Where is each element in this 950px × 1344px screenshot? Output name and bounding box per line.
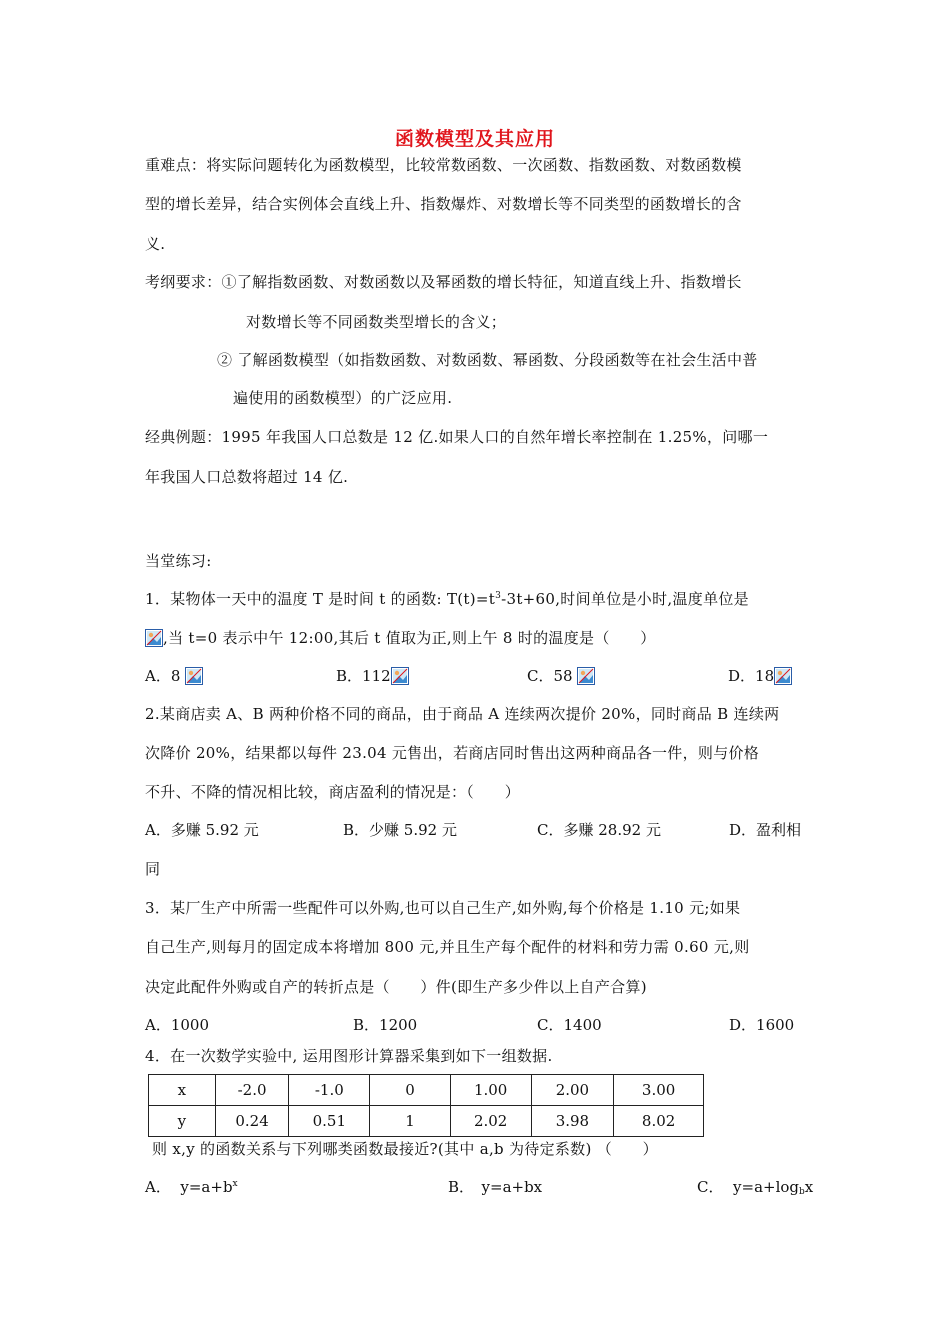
q1-text-c: ,当 t=0 表示中午 12:00,其后 t 值取为正,则上午 8 时的温度是（ ）: [163, 629, 656, 647]
q4-option-c-label: C．: [697, 1178, 724, 1196]
data-table: [148, 1074, 704, 1137]
q4-intro: 4．在一次数学实验中, 运用图形计算器采集到如下一组数据.: [145, 1047, 553, 1065]
table-cell: 1: [370, 1106, 451, 1137]
q2-line-3: 不升、不降的情况相比较，商店盈利的情况是：（ ）: [145, 783, 521, 801]
q4-question: 则 x,y 的函数关系与下列哪类函数最接近?(其中 a,b 为待定系数) （ ）: [152, 1140, 658, 1158]
broken-image-icon: [577, 667, 595, 685]
q1-exponent: 3: [495, 591, 502, 601]
q2-option-b[interactable]: B．少赚 5.92 元: [343, 821, 457, 839]
key-points-line-2: 型的增长差异，结合实例体会直线上升、指数爆炸、对数增长等不同类型的函数增长的含: [145, 195, 742, 213]
q4-option-b[interactable]: B． y=a+bx: [448, 1178, 543, 1196]
key-points-line-3: 义.: [145, 235, 166, 253]
table-cell: 0.24: [215, 1106, 289, 1137]
q3-option-a[interactable]: A．1000: [145, 1016, 210, 1034]
page-title: 函数模型及其应用: [394, 128, 555, 150]
table-header-y: y: [149, 1106, 216, 1137]
q4-option-a-exponent: x: [232, 1179, 238, 1189]
q4-option-c[interactable]: [697, 1177, 813, 1197]
requirement-1: ①了解指数函数、对数函数以及幂函数的增长特征，知道直线上升、指数增长: [221, 273, 742, 291]
requirements-line-3: ② 了解函数模型（如指数函数、对数函数、幂函数、分段函数等在社会生活中普: [217, 351, 758, 369]
q3-option-c[interactable]: C．1400: [537, 1016, 602, 1034]
q1-option-b-label: B．112: [336, 667, 391, 685]
broken-image-icon: [774, 667, 792, 685]
q2-option-d-wrap: 同: [145, 860, 161, 878]
requirements-line-1: [145, 272, 742, 292]
q2-options: [145, 820, 805, 840]
example-line-2: 年我国人口总数将超过 14 亿.: [145, 468, 349, 486]
q1-option-b[interactable]: [336, 666, 409, 686]
table-cell: 2.00: [531, 1075, 614, 1106]
table-cell: 0: [370, 1075, 451, 1106]
table-cell: 2.02: [450, 1106, 531, 1137]
key-points-line-1: 重难点：将实际问题转化为函数模型，比较常数函数、一次函数、指数函数、对数函数模: [145, 156, 742, 174]
q4-options: [145, 1177, 814, 1197]
q3-option-d[interactable]: D．1600: [729, 1016, 795, 1034]
broken-image-icon: [391, 667, 409, 685]
q4-option-c-base: b: [799, 1187, 805, 1197]
q4-option-c-formula: y=a+log: [733, 1178, 800, 1196]
q1-text-b: -3t+60,时间单位是小时,温度单位是: [501, 590, 749, 608]
broken-image-icon: [185, 667, 203, 685]
q3-option-b[interactable]: B．1200: [353, 1016, 418, 1034]
requirements-label: 考纲要求：: [145, 273, 222, 291]
table-cell: -2.0: [215, 1075, 289, 1106]
example-line-1: 经典例题：1995 年我国人口总数是 12 亿.如果人口的自然年增长率控制在 1.25%，问哪一: [145, 428, 769, 446]
q4-option-c-tail: x: [804, 1178, 814, 1196]
requirements-line-2: 对数增长等不同函数类型增长的含义；: [246, 313, 507, 331]
q1-option-c[interactable]: [527, 666, 595, 686]
q2-option-d[interactable]: D．盈利相: [729, 821, 802, 839]
table-cell: -1.0: [289, 1075, 370, 1106]
q1-option-a-label: A．8: [145, 667, 181, 685]
q3-line-2: 自己生产,则每月的固定成本将增加 800 元,并且生产每个配件的材料和劳力需 0.60 元,则: [145, 938, 750, 956]
q1-line-2: [145, 628, 656, 648]
table-row-x: [149, 1075, 704, 1106]
broken-image-icon: [145, 629, 163, 647]
table-cell: 1.00: [450, 1075, 531, 1106]
q3-options: [145, 1015, 805, 1035]
table-cell: 3.98: [531, 1106, 614, 1137]
q3-line-1: 3．某厂生产中所需一些配件可以外购,也可以自己生产,如外购,每个价格是 1.10 元;如果: [145, 899, 741, 917]
q4-option-a-formula: y=a+b: [180, 1178, 233, 1196]
q1-option-c-label: C．58: [527, 667, 573, 685]
table-cell: 3.00: [614, 1075, 704, 1106]
q3-line-3: 决定此配件外购或自产的转折点是（ ）件(即生产多少件以上自产合算): [145, 978, 647, 996]
practice-heading: 当堂练习:: [145, 552, 212, 570]
table-row-y: [149, 1106, 704, 1137]
q4-option-a-label: A．: [145, 1178, 171, 1196]
table-cell: 0.51: [289, 1106, 370, 1137]
q4-option-a[interactable]: [145, 1177, 238, 1197]
q2-option-a[interactable]: A．多赚 5.92 元: [145, 821, 259, 839]
q1-option-d-label: D．18: [728, 667, 775, 685]
requirements-line-4: 遍使用的函数模型）的广泛应用.: [233, 389, 453, 407]
table-cell: 8.02: [614, 1106, 704, 1137]
q1-option-d[interactable]: [728, 666, 792, 686]
q1-text-a: 1．某物体一天中的温度 T 是时间 t 的函数: T(t)=t: [145, 590, 496, 608]
q2-line-1: 2.某商店卖 A、B 两种价格不同的商品，由于商品 A 连续两次提价 20%，同时商品 B 连续两: [145, 705, 780, 723]
q2-line-2: 次降价 20%，结果都以每件 23.04 元售出，若商店同时售出这两种商品各一件，则与价格: [145, 744, 760, 762]
q1-options: [145, 666, 805, 686]
table-header-x: x: [149, 1075, 216, 1106]
q1-line-1: [145, 589, 749, 609]
q2-option-c[interactable]: C．多赚 28.92 元: [537, 821, 661, 839]
q1-option-a[interactable]: [145, 666, 203, 686]
